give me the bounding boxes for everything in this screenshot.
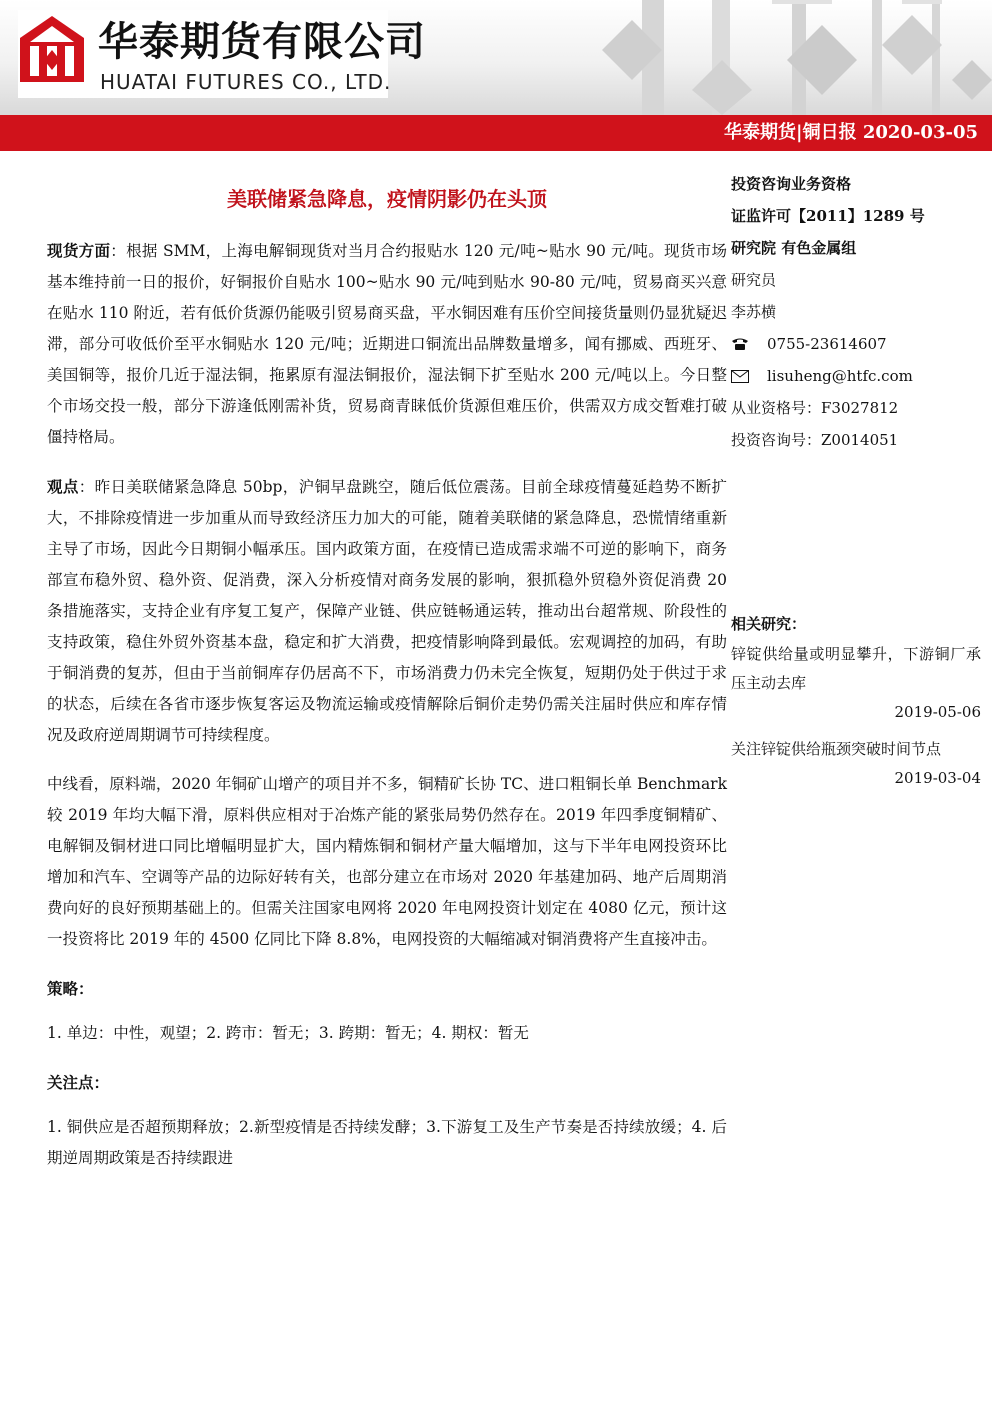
strategy-text: 1. 单边：中性，观望；2. 跨市：暂无；3. 跨期：暂无；4. 期权：暂无	[47, 1024, 529, 1042]
company-logo	[18, 10, 426, 98]
consulting-number: 投资咨询号：Z0014051	[731, 431, 899, 449]
phone-icon	[731, 337, 767, 351]
focus-text: 1. 铜供应是否超预期释放；2.新型疫情是否持续发酵；3.下游复工及生产节奏是否持续放缓；4. 后期逆周期政策是否持续跟进	[47, 1118, 727, 1167]
related-item-title[interactable]: 锌锭供给量或明显攀升，下游铜厂承压主动去库	[731, 645, 981, 692]
phone-row	[731, 328, 981, 360]
email-address[interactable]: lisuheng@htfc.com	[767, 367, 913, 385]
related-item-date: 2019-05-06	[894, 703, 981, 721]
related-research	[731, 608, 981, 793]
qualification-title: 投资咨询业务资格	[731, 175, 852, 193]
midterm-paragraph: 中线看，原料端，2020 年铜矿山增产的项目并不多，铜精矿长协 TC、进口粗铜长单 Benchmark 较 2019 年均大幅下滑，原料供应相对于冶炼产能的紧张局势仍然存在。2019 年四季度铜精矿、电解铜及铜材进口同比增幅明显扩大，国内精炼铜和铜材产量大幅增加，这与下半年电网投资环比增加和汽车、空调等产品的边际好转有关，也部分建立在市场对 2020 年基建加码、地产后周期消费向好的良好预期基础上的。但需关注国家电网将 2020 年电网投资计划定在 4080 亿元，预计这一投资将比 2019 年的 4500 亿同比下降 8.8%，电网投资的大幅缩减对铜消费将产生直接冲击。	[47, 775, 727, 948]
header-decoration	[572, 0, 992, 115]
phone-number: 0755-23614607	[767, 335, 887, 353]
view-paragraph	[47, 471, 727, 751]
spot-paragraph	[47, 235, 727, 453]
analyst-name: 李苏横	[731, 303, 777, 321]
logo-mark-icon	[20, 16, 84, 82]
related-research-title: 相关研究：	[731, 615, 807, 633]
related-item-title[interactable]: 关注锌锭供给瓶颈突破时间节点	[731, 740, 942, 758]
department: 研究院 有色金属组	[731, 239, 857, 257]
analyst-role: 研究员	[731, 271, 777, 289]
strategy-heading: 策略：	[47, 979, 94, 998]
email-icon	[731, 370, 767, 383]
page-header	[0, 0, 992, 115]
main-content	[47, 185, 727, 1192]
sidebar	[731, 168, 981, 793]
license-number: 证监许可【2011】1289 号	[731, 207, 925, 225]
view-text: ：昨日美联储紧急降息 50bp，沪铜早盘跳空，随后低位震荡。目前全球疫情蔓延趋势不断扩大，不排除疫情进一步加重从而导致经济压力加大的可能，随着美联储的紧急降息，恐慌情绪重新主导了市场，因此今日期铜小幅承压。国内政策方面，在疫情已造成需求端不可逆的影响下，商务部宣布稳外贸、稳外资、促消费，深入分析疫情对商务发展的影响，狠抓稳外贸稳外资促消费 20 条措施落实，支持企业有序复工复产，保障产业链、供应链畅通运转，推动出台超常规、阶段性的支持政策，稳住外贸外资基本盘，稳定和扩大消费，把疫情影响降到最低。宏观调控的加码，有助于铜消费的复苏，但由于当前铜库存仍居高不下，市场消费力仍未完全恢复，短期仍处于供过于求的状态，后续在各省市逐步恢复客运及物流运输或疫情解除后铜价走势仍需关注届时供应和库存情况及政府逆周期调节可持续程度。	[47, 478, 727, 744]
company-name-cn: 华泰期货有限公司	[98, 19, 426, 65]
report-title: 美联储紧急降息，疫情阴影仍在头顶	[227, 187, 547, 211]
report-bar-text: 华泰期货|铜日报 2020-03-05	[724, 122, 978, 143]
spot-label: 现货方面	[47, 241, 111, 260]
email-row	[731, 360, 981, 392]
related-item-date: 2019-03-04	[894, 769, 981, 787]
company-name-en: HUATAI FUTURES CO., LTD.	[100, 70, 392, 94]
report-bar	[0, 115, 992, 151]
spot-text: ：根据 SMM，上海电解铜现货对当月合约报贴水 120 元/吨~贴水 90 元/吨。现货市场基本维持前一日的报价，好铜报价自贴水 100~贴水 90 元/吨到贴水 90-80 元/吨，贸易商买兴意在贴水 110 附近，若有低价货源仍能吸引贸易商买盘，平水铜因难有压价空间接货量则仍显犹疑迟滞，部分可收低价至平水铜贴水 120 元/吨；近期进口铜流出品牌数量增多，闻有挪威、西班牙、美国铜等，报价几近于湿法铜，拖累原有湿法铜报价，湿法铜下扩至贴水 200 元/吨以上。今日整个市场交投一般，部分下游逢低刚需补货，贸易商青睐低价货源但难压价，供需双方成交暂难打破僵持格局。	[47, 242, 727, 446]
certificate-number: 从业资格号：F3027812	[731, 399, 899, 417]
view-label: 观点	[47, 477, 79, 496]
focus-heading: 关注点：	[47, 1073, 110, 1092]
